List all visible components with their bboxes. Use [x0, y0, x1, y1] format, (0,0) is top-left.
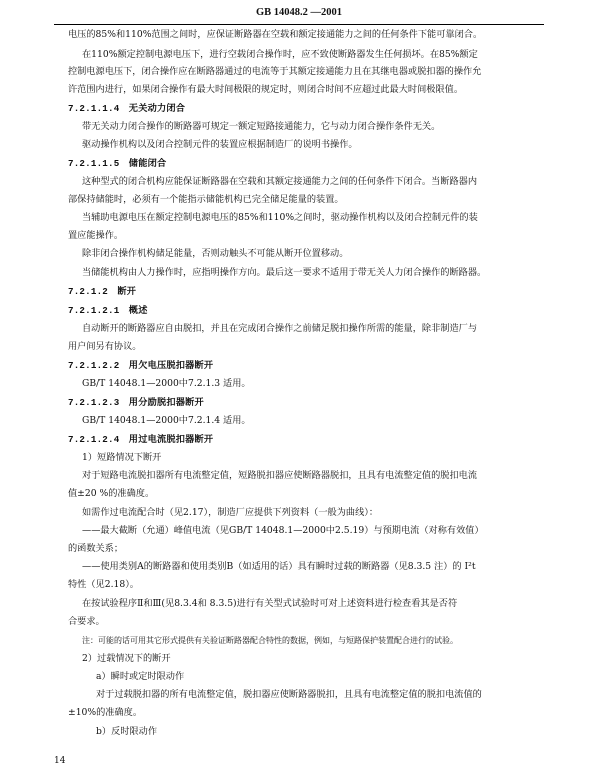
- text-line: 置应能操作。: [68, 230, 124, 241]
- section-heading: 7.2.1.1.5 储能闭合: [68, 158, 167, 169]
- header-rule: [54, 24, 544, 25]
- text-line: 许范围内进行，如果闭合操作有最大时间极限的规定时，则闭合时间不应超过此最大时间极限值。: [68, 84, 464, 95]
- text-line: 这种型式的闭合机构应能保证断路器在空载和其额定接通能力之间的任何条件下闭合。当断路器内: [82, 176, 478, 187]
- text-line: 驱动操作机构以及闭合控制元件的装置应根据制造厂的说明书操作。: [82, 139, 358, 150]
- section-heading: 7.2.1.2.4 用过电流脱扣器断开: [68, 434, 214, 445]
- text-line: GB/T 14048.1—2000中7.2.1.3 适用。: [82, 378, 251, 389]
- text-line: ±10%的准确度。: [68, 707, 143, 718]
- text-line: 对于过载脱扣器的所有电流整定值，脱扣器应使断路器脱扣，且具有电流整定值的脱扣电流值的: [96, 689, 482, 700]
- text-line: 的函数关系；: [68, 543, 124, 554]
- standard-header: GB 14048.2 —2001: [255, 7, 343, 18]
- text-line: 值±20 %的准确度。: [68, 488, 155, 499]
- text-line: 电压的85%和110%范围之间时，应保证断路器在空载和额定接通能力之间的任何条件下能可靠闭合。: [68, 29, 483, 40]
- text-line: 合要求。: [68, 616, 105, 627]
- text-line: 带无关动力闭合操作的断路器可规定一额定短路接通能力，它与动力闭合操作条件无关。: [82, 121, 441, 132]
- text-line: 控制电源电压下，闭合操作应在断路器通过的电流等于其额定接通能力且在其继电器或脱扣器的操作允: [68, 66, 482, 77]
- list-item: 2）过载情况下的断开: [82, 653, 171, 664]
- text-line: 用户间另有协议。: [68, 341, 142, 352]
- text-line: 对于短路电流脱扣器所有电流整定值，短路脱扣器应使断路器脱扣，且具有电流整定值的脱扣电流: [82, 470, 478, 481]
- section-heading: 7.2.1.2.1 概述: [68, 305, 148, 316]
- text-line: 自动断开的断路器应自由脱扣，并且在完成闭合操作之前储足脱扣操作所需的能量，除非制造厂与: [82, 323, 478, 334]
- text-line: 除非闭合操作机构储足能量，否则动触头不可能从断开位置移动。: [82, 248, 349, 259]
- text-line: 当储能机构由人力操作时，应指明操作方向。最后这一要求不适用于带无关人力闭合操作的断路器。: [82, 267, 487, 278]
- text-line: GB/T 14048.1—2000中7.2.1.4 适用。: [82, 415, 251, 426]
- text-line: ——最大截断（允通）峰值电流（见GB/T 14048.1—2000中2.5.19）与预期电流（对称有效值）: [82, 525, 484, 536]
- list-item: 1）短路情况下断开: [82, 452, 162, 463]
- page-number: 14: [54, 756, 66, 766]
- section-heading: 7.2.1.2.3 用分励脱扣器断开: [68, 397, 204, 408]
- section-heading: 7.2.1.2 断开: [68, 286, 137, 297]
- text-line: 部保持储能时，必须有一个能指示储能机构已完全储足能量的装置。: [68, 194, 344, 205]
- section-heading: 7.2.1.2.2 用欠电压脱扣器断开: [68, 360, 214, 371]
- note-line: 注：可能的话可用其它形式提供有关验证断路器配合特性的数据，例如，与短路保护装置配合进行的试验。: [82, 636, 458, 645]
- text-line: ——使用类别A的断路器和使用类别B（如适用的话）具有瞬时过载的断路器（见8.3.5 注）的 I²t: [82, 561, 476, 572]
- text-line: 在按试验程序Ⅱ和Ⅲ(见8.3.4和 8.3.5)进行有关型式试验时可对上述资料进行检查看其是否符: [82, 598, 458, 609]
- text-line: 在110%额定控制电源电压下，进行空载闭合操作时，应不致使断路器发生任何损坏。在85%额定: [82, 49, 478, 60]
- text-line: 当辅助电源电压在额定控制电源电压的85%和110%之间时，驱动操作机构以及闭合控制元件的装: [82, 212, 478, 223]
- section-heading: 7.2.1.1.4 无关动力闭合: [68, 103, 186, 114]
- list-item: a）瞬时或定时限动作: [96, 671, 185, 682]
- list-item: b）反时限动作: [96, 726, 158, 737]
- text-line: 如需作过电流配合时（见2.17），制造厂应提供下列资料（一般为曲线）：: [82, 507, 379, 518]
- text-line: 特性（见2.18）。: [68, 579, 139, 590]
